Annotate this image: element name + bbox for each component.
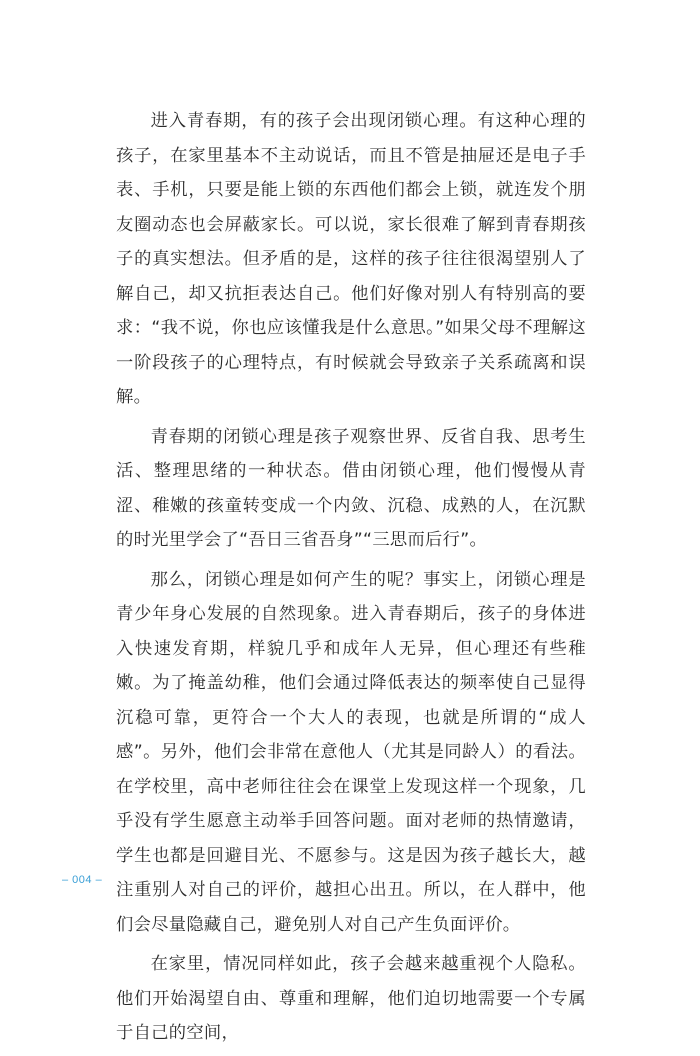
paragraph-4: 在家里，情况同样如此，孩子会越来越重视个人隐私。他们开始渴望自由、尊重和理解，他们迫切地需要一个专属于自己的空间，	[116, 954, 586, 1043]
paragraph-3: 那么，闭锁心理是如何产生的呢？事实上，闭锁心理是青少年身心发展的自然现象。进入青春期后，孩子的身体进入快速发育期，样貌几乎和成年人无异，但心理还有些稚嫩。为了掩盖幼稚，他们会通过降低表达的频率使自己显得沉稳可靠，更符合一个大人的表现，也就是所谓的“成人感”。另外，他们会非常在意他人（尤其是同龄人）的看法。在学校里，高中老师往往会在课堂上发现这样一个现象，几乎没有学生愿意主动举手回答问题。面对老师的热情邀请，学生也都是回避目光、不愿参与。这是因为孩子越长大，越注重别人对自己的评价，越担心出丑。所以，在人群中，他们会尽量隐藏自己，避免别人对自己产生负面评价。	[116, 569, 586, 935]
paragraph-2: 青春期的闭锁心理是孩子观察世界、反省自我、思考生活、整理思绪的一种状态。借由闭锁心理，他们慢慢从青涩、稚嫩的孩童转变成一个内敛、沉稳、成熟的人，在沉默的时光里学会了“吾日三省吾身”“三思而后行”。	[116, 426, 586, 550]
paragraph-1: 进入青春期，有的孩子会出现闭锁心理。有这种心理的孩子，在家里基本不主动说话，而且不管是抽屉还是电子手表、手机，只要是能上锁的东西他们都会上锁，就连发个朋友圈动态也会屏蔽家长。可以说，家长很难了解到青春期孩子的真实想法。但矛盾的是，这样的孩子往往很渴望别人了解自己，却又抗拒表达自己。他们好像对别人有特别高的要求：“我不说，你也应该懂我是什么意思。”如果父母不理解这一阶段孩子的心理特点，有时候就会导致亲子关系疏离和误解。	[116, 111, 586, 407]
page-number: – 004 –	[62, 874, 103, 886]
body-text	[116, 104, 586, 1056]
